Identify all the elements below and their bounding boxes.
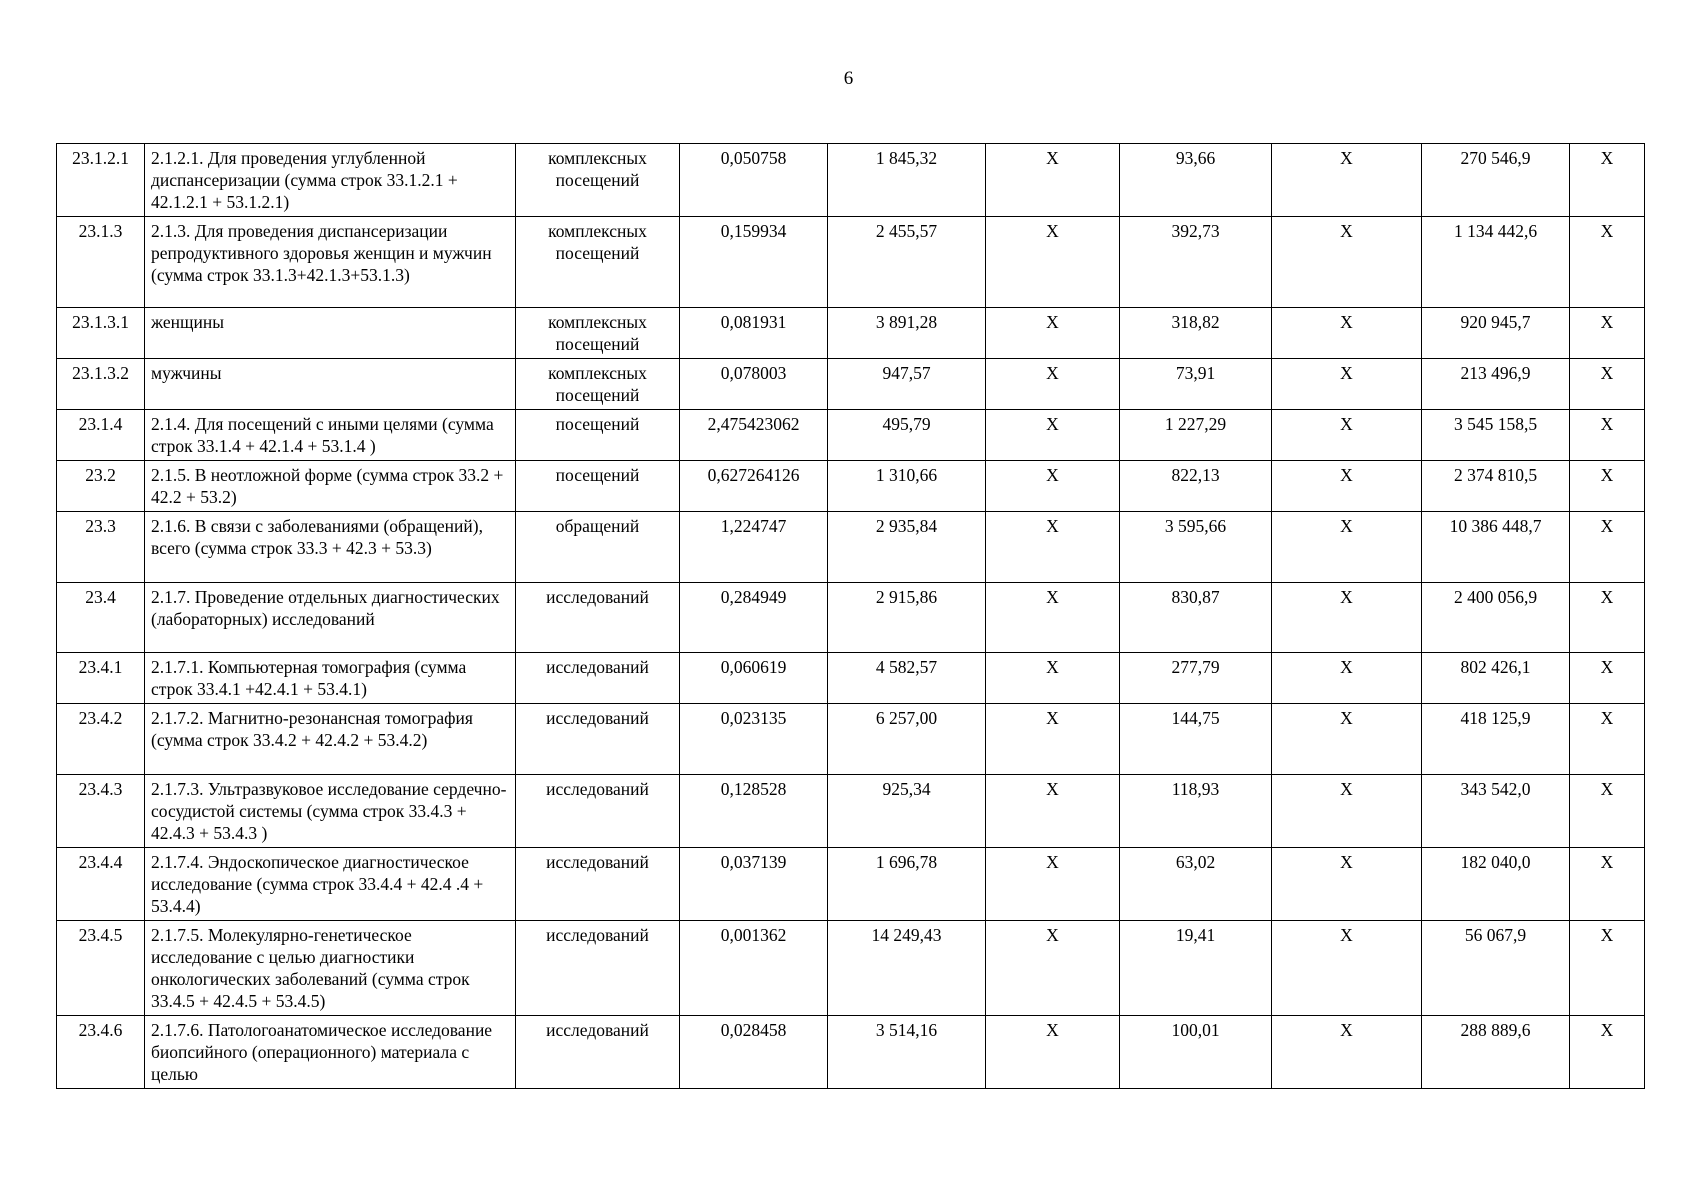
- row-norm-cell: 0,050758: [680, 144, 828, 217]
- row-col10-cell: Х: [1570, 359, 1645, 410]
- row-code-cell: 23.4.3: [57, 775, 145, 848]
- row-col9-cell: 802 426,1: [1422, 653, 1570, 704]
- table-row: [57, 1016, 1645, 1089]
- row-col10-cell: Х: [1570, 1016, 1645, 1089]
- row-code-cell: 23.4.5: [57, 921, 145, 1016]
- row-unit-cell: исследований: [516, 704, 680, 775]
- row-norm-cell: 0,627264126: [680, 461, 828, 512]
- row-col9-cell: 418 125,9: [1422, 704, 1570, 775]
- row-cost-cell: 925,34: [828, 775, 986, 848]
- row-col8-cell: Х: [1272, 921, 1422, 1016]
- row-name-cell: 2.1.5. В неотложной форме (сумма строк 33.2 + 42.2 + 53.2): [145, 461, 516, 512]
- row-col10-cell: Х: [1570, 410, 1645, 461]
- table-row: [57, 217, 1645, 308]
- row-col9-cell: 288 889,6: [1422, 1016, 1570, 1089]
- table-row: [57, 653, 1645, 704]
- row-norm-cell: 0,060619: [680, 653, 828, 704]
- row-col9-cell: 920 945,7: [1422, 308, 1570, 359]
- row-col8-cell: Х: [1272, 359, 1422, 410]
- row-col10-cell: Х: [1570, 775, 1645, 848]
- row-col9-cell: 2 374 810,5: [1422, 461, 1570, 512]
- row-norm-cell: 1,224747: [680, 512, 828, 583]
- table-row: [57, 359, 1645, 410]
- row-norm-cell: 0,081931: [680, 308, 828, 359]
- row-col9-cell: 343 542,0: [1422, 775, 1570, 848]
- row-cost-cell: 1 845,32: [828, 144, 986, 217]
- row-cost-cell: 2 935,84: [828, 512, 986, 583]
- row-name-cell: 2.1.4. Для посещений с иными целями (сумма строк 33.1.4 + 42.1.4 + 53.1.4 ): [145, 410, 516, 461]
- row-col8-cell: Х: [1272, 775, 1422, 848]
- row-col6-cell: Х: [986, 359, 1120, 410]
- row-col8-cell: Х: [1272, 217, 1422, 308]
- row-name-cell: женщины: [145, 308, 516, 359]
- row-norm-cell: 0,284949: [680, 583, 828, 653]
- row-norm-cell: 0,037139: [680, 848, 828, 921]
- row-col9-cell: 213 496,9: [1422, 359, 1570, 410]
- row-col8-cell: Х: [1272, 308, 1422, 359]
- row-col10-cell: Х: [1570, 512, 1645, 583]
- row-col10-cell: Х: [1570, 217, 1645, 308]
- row-col10-cell: Х: [1570, 583, 1645, 653]
- row-name-cell: 2.1.7.2. Магнитно-резонансная томография (сумма строк 33.4.2 + 42.4.2 + 53.4.2): [145, 704, 516, 775]
- row-col8-cell: Х: [1272, 1016, 1422, 1089]
- row-name-cell: 2.1.2.1. Для проведения углубленной диспансеризации (сумма строк 33.1.2.1 + 42.1.2.1 + 53.1.2.1): [145, 144, 516, 217]
- row-col8-cell: Х: [1272, 410, 1422, 461]
- row-col9-cell: 3 545 158,5: [1422, 410, 1570, 461]
- row-col6-cell: Х: [986, 921, 1120, 1016]
- row-col6-cell: Х: [986, 410, 1120, 461]
- row-name-cell: 2.1.3. Для проведения диспансеризации репродуктивного здоровья женщин и мужчин (сумма строк 33.1.3+42.1.3+53.1.3): [145, 217, 516, 308]
- row-code-cell: 23.4.1: [57, 653, 145, 704]
- row-code-cell: 23.4: [57, 583, 145, 653]
- row-col8-cell: Х: [1272, 512, 1422, 583]
- row-col7-cell: 277,79: [1120, 653, 1272, 704]
- row-norm-cell: 2,475423062: [680, 410, 828, 461]
- row-col6-cell: Х: [986, 144, 1120, 217]
- row-col7-cell: 1 227,29: [1120, 410, 1272, 461]
- row-col6-cell: Х: [986, 583, 1120, 653]
- row-unit-cell: исследований: [516, 848, 680, 921]
- row-cost-cell: 2 455,57: [828, 217, 986, 308]
- row-cost-cell: 4 582,57: [828, 653, 986, 704]
- row-norm-cell: 0,023135: [680, 704, 828, 775]
- row-col10-cell: Х: [1570, 461, 1645, 512]
- row-col9-cell: 182 040,0: [1422, 848, 1570, 921]
- row-col8-cell: Х: [1272, 144, 1422, 217]
- row-col7-cell: 93,66: [1120, 144, 1272, 217]
- row-norm-cell: 0,028458: [680, 1016, 828, 1089]
- table-row: [57, 512, 1645, 583]
- row-unit-cell: обращений: [516, 512, 680, 583]
- row-unit-cell: исследований: [516, 653, 680, 704]
- row-cost-cell: 3 891,28: [828, 308, 986, 359]
- row-unit-cell: исследований: [516, 775, 680, 848]
- row-col9-cell: 1 134 442,6: [1422, 217, 1570, 308]
- table-row: [57, 848, 1645, 921]
- row-unit-cell: посещений: [516, 410, 680, 461]
- row-code-cell: 23.3: [57, 512, 145, 583]
- row-col7-cell: 830,87: [1120, 583, 1272, 653]
- row-code-cell: 23.2: [57, 461, 145, 512]
- row-code-cell: 23.1.2.1: [57, 144, 145, 217]
- row-code-cell: 23.1.4: [57, 410, 145, 461]
- table-row: [57, 921, 1645, 1016]
- row-code-cell: 23.1.3: [57, 217, 145, 308]
- row-name-cell: 2.1.7. Проведение отдельных диагностических (лабораторных) исследований: [145, 583, 516, 653]
- row-cost-cell: 1 696,78: [828, 848, 986, 921]
- row-col8-cell: Х: [1272, 848, 1422, 921]
- row-col7-cell: 73,91: [1120, 359, 1272, 410]
- row-col7-cell: 63,02: [1120, 848, 1272, 921]
- row-col8-cell: Х: [1272, 461, 1422, 512]
- row-name-cell: 2.1.7.5. Молекулярно-генетическое исследование с целью диагностики онкологических заболеваний (сумма строк 33.4.5 + 42.4.5 + 53.4.5): [145, 921, 516, 1016]
- row-col6-cell: Х: [986, 461, 1120, 512]
- row-name-cell: 2.1.7.4. Эндоскопическое диагностическое исследование (сумма строк 33.4.4 + 42.4 .4 + 53.4.4): [145, 848, 516, 921]
- row-name-cell: 2.1.7.1. Компьютерная томография (сумма строк 33.4.1 +42.4.1 + 53.4.1): [145, 653, 516, 704]
- row-unit-cell: исследований: [516, 583, 680, 653]
- row-unit-cell: исследований: [516, 921, 680, 1016]
- row-code-cell: 23.4.2: [57, 704, 145, 775]
- row-col6-cell: Х: [986, 1016, 1120, 1089]
- row-cost-cell: 14 249,43: [828, 921, 986, 1016]
- row-col10-cell: Х: [1570, 921, 1645, 1016]
- row-cost-cell: 3 514,16: [828, 1016, 986, 1089]
- row-unit-cell: комплексных посещений: [516, 359, 680, 410]
- row-code-cell: 23.1.3.1: [57, 308, 145, 359]
- row-col6-cell: Х: [986, 308, 1120, 359]
- table-row: [57, 775, 1645, 848]
- row-norm-cell: 0,128528: [680, 775, 828, 848]
- row-col6-cell: Х: [986, 512, 1120, 583]
- row-col10-cell: Х: [1570, 653, 1645, 704]
- row-col10-cell: Х: [1570, 144, 1645, 217]
- row-cost-cell: 1 310,66: [828, 461, 986, 512]
- row-col7-cell: 392,73: [1120, 217, 1272, 308]
- table-row: [57, 308, 1645, 359]
- row-col6-cell: Х: [986, 848, 1120, 921]
- row-col6-cell: Х: [986, 653, 1120, 704]
- row-norm-cell: 0,159934: [680, 217, 828, 308]
- row-col10-cell: Х: [1570, 848, 1645, 921]
- row-cost-cell: 947,57: [828, 359, 986, 410]
- row-code-cell: 23.1.3.2: [57, 359, 145, 410]
- row-cost-cell: 6 257,00: [828, 704, 986, 775]
- row-unit-cell: посещений: [516, 461, 680, 512]
- row-unit-cell: комплексных посещений: [516, 308, 680, 359]
- page-number: 6: [843, 68, 854, 89]
- row-col9-cell: 270 546,9: [1422, 144, 1570, 217]
- row-col9-cell: 2 400 056,9: [1422, 583, 1570, 653]
- row-norm-cell: 0,078003: [680, 359, 828, 410]
- row-col7-cell: 318,82: [1120, 308, 1272, 359]
- row-col9-cell: 56 067,9: [1422, 921, 1570, 1016]
- row-name-cell: 2.1.6. В связи с заболеваниями (обращений), всего (сумма строк 33.3 + 42.3 + 53.3): [145, 512, 516, 583]
- row-col10-cell: Х: [1570, 308, 1645, 359]
- row-unit-cell: комплексных посещений: [516, 144, 680, 217]
- row-col8-cell: Х: [1272, 653, 1422, 704]
- row-col9-cell: 10 386 448,7: [1422, 512, 1570, 583]
- row-name-cell: мужчины: [145, 359, 516, 410]
- table-row: [57, 583, 1645, 653]
- row-code-cell: 23.4.6: [57, 1016, 145, 1089]
- row-unit-cell: комплексных посещений: [516, 217, 680, 308]
- table-row: [57, 410, 1645, 461]
- row-col6-cell: Х: [986, 704, 1120, 775]
- table-row: [57, 704, 1645, 775]
- row-name-cell: 2.1.7.6. Патологоанатомическое исследование биопсийного (операционного) материала с целью: [145, 1016, 516, 1089]
- row-cost-cell: 495,79: [828, 410, 986, 461]
- table-body: [57, 144, 1645, 1089]
- row-col6-cell: Х: [986, 217, 1120, 308]
- row-col7-cell: 100,01: [1120, 1016, 1272, 1089]
- row-code-cell: 23.4.4: [57, 848, 145, 921]
- data-table: [56, 143, 1645, 1089]
- row-norm-cell: 0,001362: [680, 921, 828, 1016]
- row-col8-cell: Х: [1272, 583, 1422, 653]
- row-col7-cell: 118,93: [1120, 775, 1272, 848]
- row-unit-cell: исследований: [516, 1016, 680, 1089]
- table-row: [57, 461, 1645, 512]
- row-col7-cell: 822,13: [1120, 461, 1272, 512]
- row-col8-cell: Х: [1272, 704, 1422, 775]
- row-col10-cell: Х: [1570, 704, 1645, 775]
- row-cost-cell: 2 915,86: [828, 583, 986, 653]
- row-col6-cell: Х: [986, 775, 1120, 848]
- row-col7-cell: 19,41: [1120, 921, 1272, 1016]
- row-name-cell: 2.1.7.3. Ультразвуковое исследование сердечно-сосудистой системы (сумма строк 33.4.3 + 42.4.3 + 53.4.3 ): [145, 775, 516, 848]
- row-col7-cell: 3 595,66: [1120, 512, 1272, 583]
- table-row: [57, 144, 1645, 217]
- row-col7-cell: 144,75: [1120, 704, 1272, 775]
